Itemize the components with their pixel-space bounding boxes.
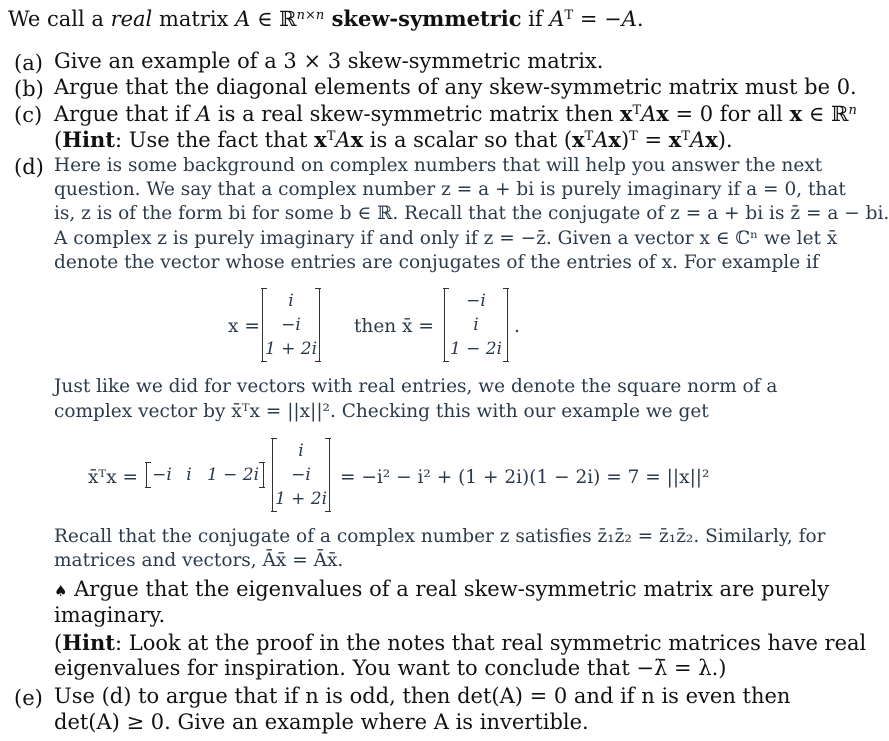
xbar-vector-label: x̄ =: [402, 316, 434, 337]
item-d-line1: Here is some background on complex numbers that will help you answer the next: [54, 155, 823, 176]
definition-line: We call a real matrix A ∈ ℝ$^{n\times n}$ skew-symmetric if $A^T = -A$.: [8, 6, 644, 31]
xbar-entry-1: −i: [466, 291, 486, 311]
item-c-line1: Argue that if A is a real skew-symmetric matrix then $x^TAx = 0$ for all x ∈ ℝ$^n$: [54, 101, 857, 126]
row-entry-1: −i: [152, 465, 172, 485]
item-d-line9: matrices and vectors, Āx̄ = Āx̄.: [54, 550, 344, 571]
bullet-task-line1: ♠ Argue that the eigenvalues of a real skew-symmetric matrix are purely: [54, 577, 830, 601]
x-vector-label: x =: [228, 316, 260, 337]
hint-line1: (Hint: Look at the proof in the notes that real symmetric matrices have real: [54, 630, 867, 655]
item-label-d: (d): [14, 155, 44, 179]
item-label-c: (c): [14, 103, 43, 127]
item-e-line2: det(A) ≥ 0. Give an example where A is invertible.: [54, 710, 589, 734]
item-e-line1: Use (d) to argue that if n is odd, then det(A) = 0 and if n is even then: [54, 684, 791, 708]
row-entry-3: 1 − 2i: [206, 465, 260, 485]
hint-line2: eigenvalues for inspiration. You want to conclude that −λ̄ = λ.): [54, 656, 727, 680]
item-b-text: Argue that the diagonal elements of any skew-symmetric matrix must be 0.: [54, 75, 857, 99]
item-d-line3: is, z is of the form bi for some b ∈ ℝ. Recall that the conjugate of z = a + bi is z̄ = a − bi.: [54, 203, 889, 224]
example-period: .: [514, 316, 520, 337]
then-word: then: [354, 316, 397, 337]
col-entry-2: −i: [291, 465, 311, 485]
item-d-line6: Just like we did for vectors with real entries, we denote the square norm of a: [54, 376, 778, 397]
item-label-a: (a): [14, 51, 43, 75]
xbar-vector-matrix: [444, 289, 508, 361]
row-vector-matrix: [146, 463, 264, 487]
x-entry-3: 1 + 2i: [264, 339, 318, 359]
item-c-hint: (Hint: Use the fact that $x^TAx$ is a scalar so that $(x^TAx)^T = x^TAx$).: [54, 127, 733, 152]
norm-rhs: = −i² − i² + (1 + 2i)(1 − 2i) = 7 = ||x||²: [340, 467, 710, 488]
item-label-e: (e): [14, 686, 43, 710]
item-label-b: (b): [14, 77, 44, 101]
item-d-line4: A complex z is purely imaginary if and only if z = −z̄. Given a vector x ∈ ℂⁿ we let x̄: [54, 228, 838, 249]
x-entry-2: −i: [281, 315, 301, 335]
item-d-line7: complex vector by x̄ᵀx = ||x||². Checking this with our example we get: [54, 401, 709, 422]
item-d-line2: question. We say that a complex number z = a + bi is purely imaginary if a = 0, that: [54, 179, 846, 200]
item-d-line5: denote the vector whose entries are conjugates of the entries of x. For example if: [54, 252, 819, 273]
bullet-task-line2: imaginary.: [54, 603, 166, 627]
norm-lhs: x̄ᵀx =: [88, 467, 139, 488]
col-entry-1: i: [298, 441, 304, 461]
item-d-line8: Recall that the conjugate of a complex number z satisfies z̄₁z̄₂ = z̄₁z̄₂. Similarly, for: [54, 526, 826, 547]
spade-bullet-icon: ♠: [54, 582, 68, 600]
column-vector-matrix: [272, 439, 330, 511]
xbar-entry-3: 1 − 2i: [449, 339, 503, 359]
col-entry-3: 1 + 2i: [274, 489, 328, 509]
x-vector-matrix: [262, 289, 320, 361]
row-entry-2: i: [186, 465, 192, 485]
x-entry-1: i: [288, 291, 294, 311]
item-a-text: Give an example of a 3 × 3 skew-symmetric matrix.: [54, 49, 604, 73]
xbar-entry-2: i: [473, 315, 479, 335]
